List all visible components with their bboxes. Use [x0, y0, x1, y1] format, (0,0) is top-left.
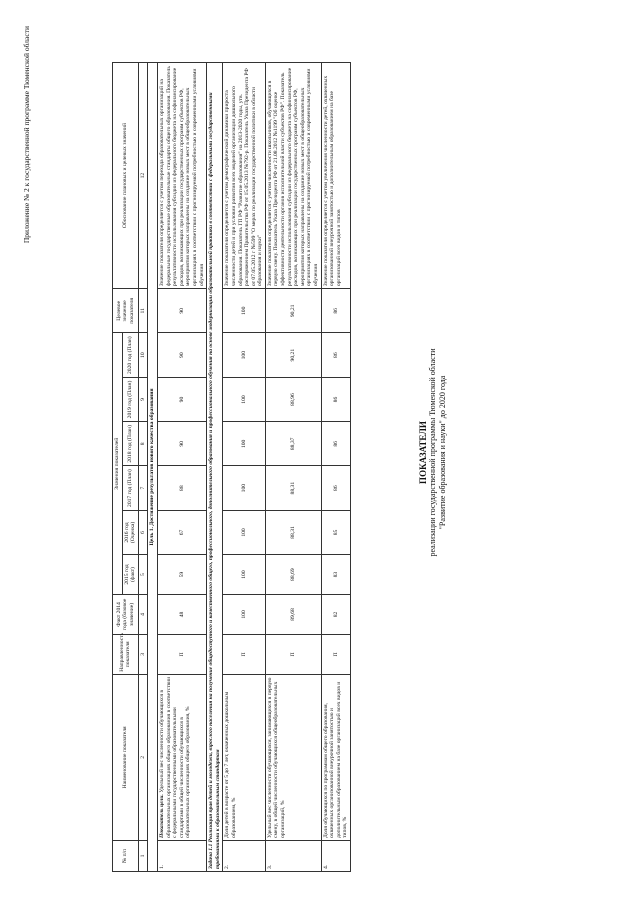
header-values-group: Значения показателей [113, 333, 123, 595]
row-num: 3. [265, 840, 321, 871]
colnum: 7 [138, 466, 148, 510]
row-target: 100 [223, 289, 266, 333]
row-fact-2014: 89,68 [265, 595, 321, 635]
table-row [157, 63, 206, 872]
header-basis: Обоснование плановых и целевых значений [113, 63, 139, 289]
table-row [321, 63, 350, 872]
row-2019: 88,96 [265, 377, 321, 421]
row-fact-2014: 48 [157, 595, 206, 635]
row-target: 90,21 [265, 289, 321, 333]
row-2017: 88,31 [265, 466, 321, 510]
header-target: Целевое значение показателя [113, 289, 139, 333]
header-name: Наименование показателя [113, 674, 139, 840]
row-name [321, 674, 350, 840]
colnum: 5 [138, 555, 148, 595]
title-main: ПОКАЗАТЕЛИ [418, 421, 428, 484]
title-sub-1: реализации государственной программы Тюменской области [428, 348, 437, 557]
row-2018: 86 [321, 422, 350, 466]
row-name [223, 674, 266, 840]
row-fact-2014: 100 [223, 595, 266, 635]
colnum: 1 [138, 840, 148, 871]
colnum: 12 [138, 63, 148, 289]
column-numbers-row [138, 63, 148, 872]
header-2015: 2015 год (факт) [122, 555, 138, 595]
row-2016: 88,31 [265, 510, 321, 554]
row-2019: 86 [321, 377, 350, 421]
row-2017: 100 [223, 466, 266, 510]
row-2018: 88,37 [265, 422, 321, 466]
header-2020: 2020 год (План) [122, 333, 138, 377]
colnum: 11 [138, 289, 148, 333]
row-2016: 85 [321, 510, 350, 554]
row-num: 1. [157, 840, 206, 871]
row-2016: 67 [157, 510, 206, 554]
row-name [157, 674, 206, 840]
row-direction: П [157, 634, 206, 674]
row-basis: Значение показателя определяется с учетом численности школьников, обучающихся в первую смену. Показатель Указа Президента РФ от 21.08.2012 №1199 "Об оценке эффективности деятельности органов исполнительной власти субъектов РФ". Показатель результативности использования субсидии из федерального бюджета на софинансирование расходов, возникающих при реализации государственных программ субъектов РФ, мероприятия которых направлены на создание новых мест в общеобразовательных организациях в соответствии с прогнозируемой потребностью и современными условиями обучения [265, 63, 321, 289]
row-target: 86 [321, 289, 350, 333]
row-name-text: Доля обучающихся по программам общего образования, охваченных организованной внеурочной занятостью и дополнительным образованием на базе организаций всех видов и типов, % [322, 681, 349, 838]
row-2018: 90 [157, 422, 206, 466]
header-num: № п/п [113, 840, 139, 871]
row-direction: П [265, 634, 321, 674]
table-row [265, 63, 321, 872]
row-2020: 90 [157, 333, 206, 377]
row-direction: П [321, 634, 350, 674]
row-direction: П [223, 634, 266, 674]
title-block [418, 0, 448, 905]
row-2015: 100 [223, 555, 266, 595]
goal-row [148, 63, 158, 872]
row-fact-2014: 82 [321, 595, 350, 635]
row-2016: 100 [223, 510, 266, 554]
row-lead: Показатель цели. [158, 794, 165, 838]
indicators-table [112, 62, 351, 872]
header-2018: 2018 год (План) [122, 422, 138, 466]
row-name-text: Доля детей в возрасте от 5 до 7 лет, охваченных дошкольным образованием, % [224, 691, 237, 838]
row-2020: 100 [223, 333, 266, 377]
row-name-text: Удельный вес численности обучающихся в образовательных организациях общего образования в соответствии с федеральными государственными образовательными стандартами в общей численности обучающихся в образовательных организациях общего образования, % [158, 676, 192, 838]
row-2017: 88 [157, 466, 206, 510]
row-2020: 90,21 [265, 333, 321, 377]
table-row [223, 63, 266, 872]
row-target: 90 [157, 289, 206, 333]
header-2019: 2019 год (План) [122, 377, 138, 421]
row-name-text: Удельный вес численности обучающихся, занимающихся в первую смену, в общей численности обучающихся общеобразовательных организаций, % [266, 677, 287, 838]
task-row [207, 63, 223, 872]
colnum: 2 [138, 674, 148, 840]
row-2017: 86 [321, 466, 350, 510]
header-direction: Направленность показателя [113, 634, 139, 674]
row-2015: 59 [157, 555, 206, 595]
row-basis: Значение показателя определяется с учетом увеличения численности детей, охваченных организованной внеурочной занятостью и дополнительным образованием на базе организаций всех видов и типов [321, 63, 350, 289]
colnum: 8 [138, 422, 148, 466]
header-2017: 2017 год (План) [122, 466, 138, 510]
header-2016: 2016 год (Оценка) [122, 510, 138, 554]
row-basis: Значение показателя определяется с учетом перехода образовательных организаций на федеральные государственные образовательные стандарты общего образования. Показатель результативности использования субсидии из федерального бюджета на софинансирование расходов, возникающих при реализации государственных программ субъектов РФ, мероприятия которых направлены на создание новых мест в общеобразовательных организациях в соответствии с прогнозируемой потребностью и современными условиями обучения [157, 63, 206, 289]
row-2015: 88,69 [265, 555, 321, 595]
header-fact-2014: Факт 2014 года (базовое значение) [113, 595, 139, 635]
colnum: 9 [138, 377, 148, 421]
row-2015: 83 [321, 555, 350, 595]
row-name [265, 674, 321, 840]
title-sub-2: "Развитие образования и науки" до 2020 года [438, 375, 447, 530]
row-2019: 100 [223, 377, 266, 421]
row-num: 4. [321, 840, 350, 871]
goal-text: Цель 1. Достижение результатов нового качества образования [148, 63, 158, 872]
colnum: 4 [138, 595, 148, 635]
colnum: 6 [138, 510, 148, 554]
colnum: 10 [138, 333, 148, 377]
row-num: 2. [223, 840, 266, 871]
annex-note: Приложение № 2 к государственной программе Тюменской области [22, 26, 31, 244]
row-2019: 90 [157, 377, 206, 421]
row-2020: 86 [321, 333, 350, 377]
row-basis: Значение показателя определяется с учетом демографической динамики прироста численности детей и при условии развития всех моделей организации дошкольного образования. Показатель ГП РФ "Развитие образования" на 2013-2020 годы, утв. распоряжением Правительства РФ от 15.05.2013 №792-р. Показатель Указа Президента РФ от 07.05.2012 г №599 "О мерах по реализации государственной политики в области образования и науки" [223, 63, 266, 289]
colnum: 3 [138, 634, 148, 674]
row-2018: 100 [223, 422, 266, 466]
task-text: Задача 1.1 Реализация прав детей и молодежи, взрослого населения на получение общедоступного и качественного общего, профессионального, дополнительного образования и профессионального обучения на основе модернизации образовательной практики в соответствии с федеральными государственными требованиями к образовательным стандартам [207, 63, 223, 872]
